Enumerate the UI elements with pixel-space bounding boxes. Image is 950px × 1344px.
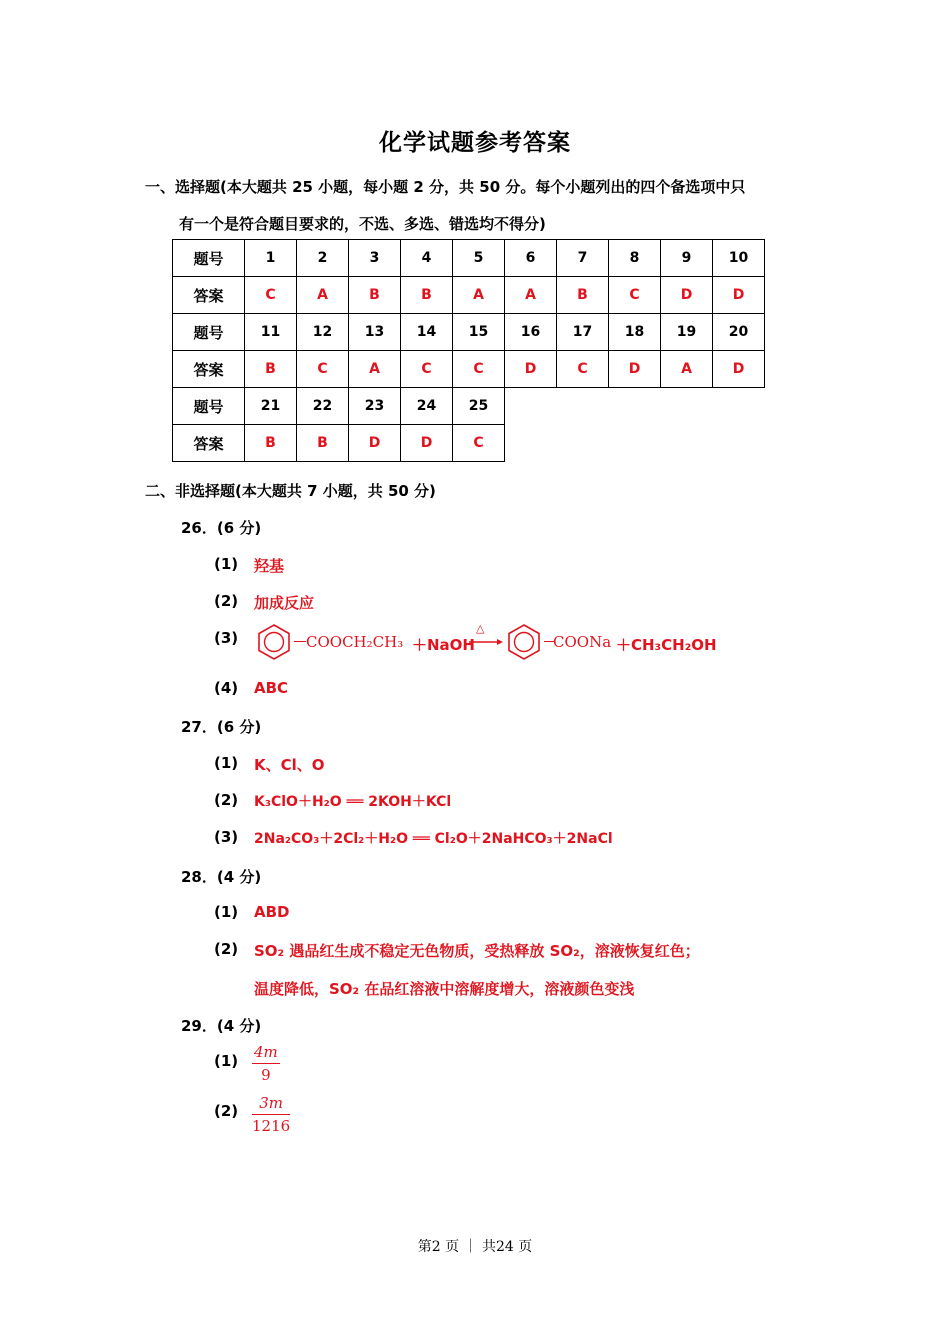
- question-number-cell: 13: [349, 314, 401, 351]
- q26-p4-answer: ABC: [254, 679, 289, 697]
- question-number-cell: 7: [557, 240, 609, 277]
- empty-cell: [661, 425, 713, 462]
- answer-table: [172, 239, 765, 462]
- q29-p1-numerator: 4m: [252, 1043, 280, 1064]
- empty-cell: [557, 425, 609, 462]
- q26-p2-answer: 加成反应: [254, 594, 315, 612]
- empty-cell: [609, 425, 661, 462]
- bond-line: [294, 641, 306, 642]
- question-number-cell: 25: [453, 388, 505, 425]
- table-row: [173, 351, 765, 388]
- answer-cell: B: [245, 425, 297, 462]
- q29-p2-denominator: 1216: [252, 1117, 291, 1135]
- answer-cell: D: [505, 351, 557, 388]
- question-number-cell: 1: [245, 240, 297, 277]
- row-header: 题号: [173, 388, 245, 425]
- answer-cell: D: [713, 351, 765, 388]
- question-number-cell: 19: [661, 314, 713, 351]
- empty-cell: [713, 425, 765, 462]
- answer-cell: C: [557, 351, 609, 388]
- empty-cell: [505, 425, 557, 462]
- question-number-cell: 10: [713, 240, 765, 277]
- q26-p3-reagent: ＋NaOH: [412, 636, 475, 654]
- q29-head: 29．(4 分): [181, 1017, 262, 1035]
- empty-cell: [661, 388, 713, 425]
- answer-cell: A: [661, 351, 713, 388]
- q29-p2-numerator: 3m: [252, 1094, 290, 1115]
- answer-cell: D: [349, 425, 401, 462]
- q26-p2-label: (2): [214, 592, 239, 610]
- answer-cell: D: [661, 277, 713, 314]
- q27-p3-answer: 2Na₂CO₃＋2Cl₂＋H₂O ══ Cl₂O＋2NaHCO₃＋2NaCl: [254, 831, 613, 847]
- answer-cell: A: [297, 277, 349, 314]
- empty-cell: [505, 388, 557, 425]
- question-number-cell: 5: [453, 240, 505, 277]
- q29-p1-label: (1): [214, 1052, 239, 1070]
- table-row: [173, 425, 765, 462]
- q28-head: 28．(4 分): [181, 868, 262, 886]
- question-number-cell: 24: [401, 388, 453, 425]
- q27-p2-label: (2): [214, 791, 239, 809]
- q28-p2-answer-line2: 温度降低，SO₂ 在品红溶液中溶解度增大，溶液颜色变浅: [254, 980, 635, 998]
- row-header: 答案: [173, 351, 245, 388]
- q26-p3-label: (3): [214, 629, 239, 647]
- question-number-cell: 6: [505, 240, 557, 277]
- row-header: 答案: [173, 425, 245, 462]
- question-number-cell: 9: [661, 240, 713, 277]
- question-number-cell: 14: [401, 314, 453, 351]
- table-row: [173, 277, 765, 314]
- answer-cell: B: [557, 277, 609, 314]
- q27-p1-label: (1): [214, 754, 239, 772]
- empty-cell: [713, 388, 765, 425]
- q26-p3-reactant: COOCH₂CH₃: [306, 633, 404, 651]
- q29-p1-fraction: [252, 1043, 280, 1084]
- row-header: 题号: [173, 240, 245, 277]
- q26-head: 26．(6 分): [181, 519, 262, 537]
- benzene-ring-icon: [254, 622, 294, 662]
- question-number-cell: 17: [557, 314, 609, 351]
- question-number-cell: 4: [401, 240, 453, 277]
- q28-p1-answer: ABD: [254, 903, 290, 921]
- question-number-cell: 3: [349, 240, 401, 277]
- question-number-cell: 8: [609, 240, 661, 277]
- q26-p1-answer: 羟基: [254, 557, 285, 575]
- q29-p1-denominator: 9: [261, 1066, 271, 1084]
- question-number-cell: 11: [245, 314, 297, 351]
- q28-p2-label: (2): [214, 940, 239, 958]
- q27-p1-answer: K、Cl、O: [254, 756, 325, 774]
- question-number-cell: 22: [297, 388, 349, 425]
- question-number-cell: 23: [349, 388, 401, 425]
- q26-p3-byproduct: ＋CH₃CH₂OH: [616, 636, 717, 654]
- page-footer: 第2 页 ｜ 共24 页: [417, 1239, 533, 1255]
- answer-cell: A: [505, 277, 557, 314]
- answer-cell: B: [401, 277, 453, 314]
- benzene-ring-icon: [504, 622, 544, 662]
- answer-cell: A: [349, 351, 401, 388]
- q28-p1-label: (1): [214, 903, 239, 921]
- empty-cell: [557, 388, 609, 425]
- q29-p2-fraction: [252, 1094, 290, 1135]
- row-header: 答案: [173, 277, 245, 314]
- table-row: [173, 388, 765, 425]
- section1-line2: 有一个是符合题目要求的，不选、多选、错选均不得分): [179, 215, 546, 233]
- question-number-cell: 18: [609, 314, 661, 351]
- page-title: 化学试题参考答案: [379, 130, 571, 156]
- answer-cell: C: [453, 351, 505, 388]
- q28-p2-answer-line1: SO₂ 遇品红生成不稳定无色物质，受热释放 SO₂，溶液恢复红色；: [254, 942, 700, 960]
- answer-cell: C: [401, 351, 453, 388]
- section1-line1: 一、选择题(本大题共 25 小题，每小题 2 分，共 50 分。每个小题列出的四个备选项中只: [145, 178, 746, 196]
- reaction-arrow-icon: [468, 637, 504, 647]
- table-row: [173, 240, 765, 277]
- question-number-cell: 2: [297, 240, 349, 277]
- answer-cell: D: [713, 277, 765, 314]
- question-number-cell: 20: [713, 314, 765, 351]
- answer-cell: B: [349, 277, 401, 314]
- question-number-cell: 16: [505, 314, 557, 351]
- question-number-cell: 15: [453, 314, 505, 351]
- answer-cell: D: [609, 351, 661, 388]
- q26-p1-label: (1): [214, 555, 239, 573]
- q27-p2-answer: K₃ClO＋H₂O ══ 2KOH＋KCl: [254, 794, 452, 810]
- answer-cell: B: [297, 425, 349, 462]
- answer-cell: D: [401, 425, 453, 462]
- empty-cell: [609, 388, 661, 425]
- answer-cell: C: [609, 277, 661, 314]
- question-number-cell: 12: [297, 314, 349, 351]
- question-number-cell: 21: [245, 388, 297, 425]
- q29-p2-label: (2): [214, 1102, 239, 1120]
- answer-cell: A: [453, 277, 505, 314]
- answer-cell: C: [453, 425, 505, 462]
- answer-cell: C: [297, 351, 349, 388]
- table-row: [173, 314, 765, 351]
- q26-p3-product: COONa: [553, 633, 612, 651]
- q27-head: 27．(6 分): [181, 718, 262, 736]
- section2-line: 二、非选择题(本大题共 7 小题，共 50 分): [145, 482, 436, 500]
- answer-cell: B: [245, 351, 297, 388]
- q27-p3-label: (3): [214, 828, 239, 846]
- q26-p4-label: (4): [214, 679, 239, 697]
- row-header: 题号: [173, 314, 245, 351]
- q26-p3-condition: △: [476, 622, 485, 635]
- answer-cell: C: [245, 277, 297, 314]
